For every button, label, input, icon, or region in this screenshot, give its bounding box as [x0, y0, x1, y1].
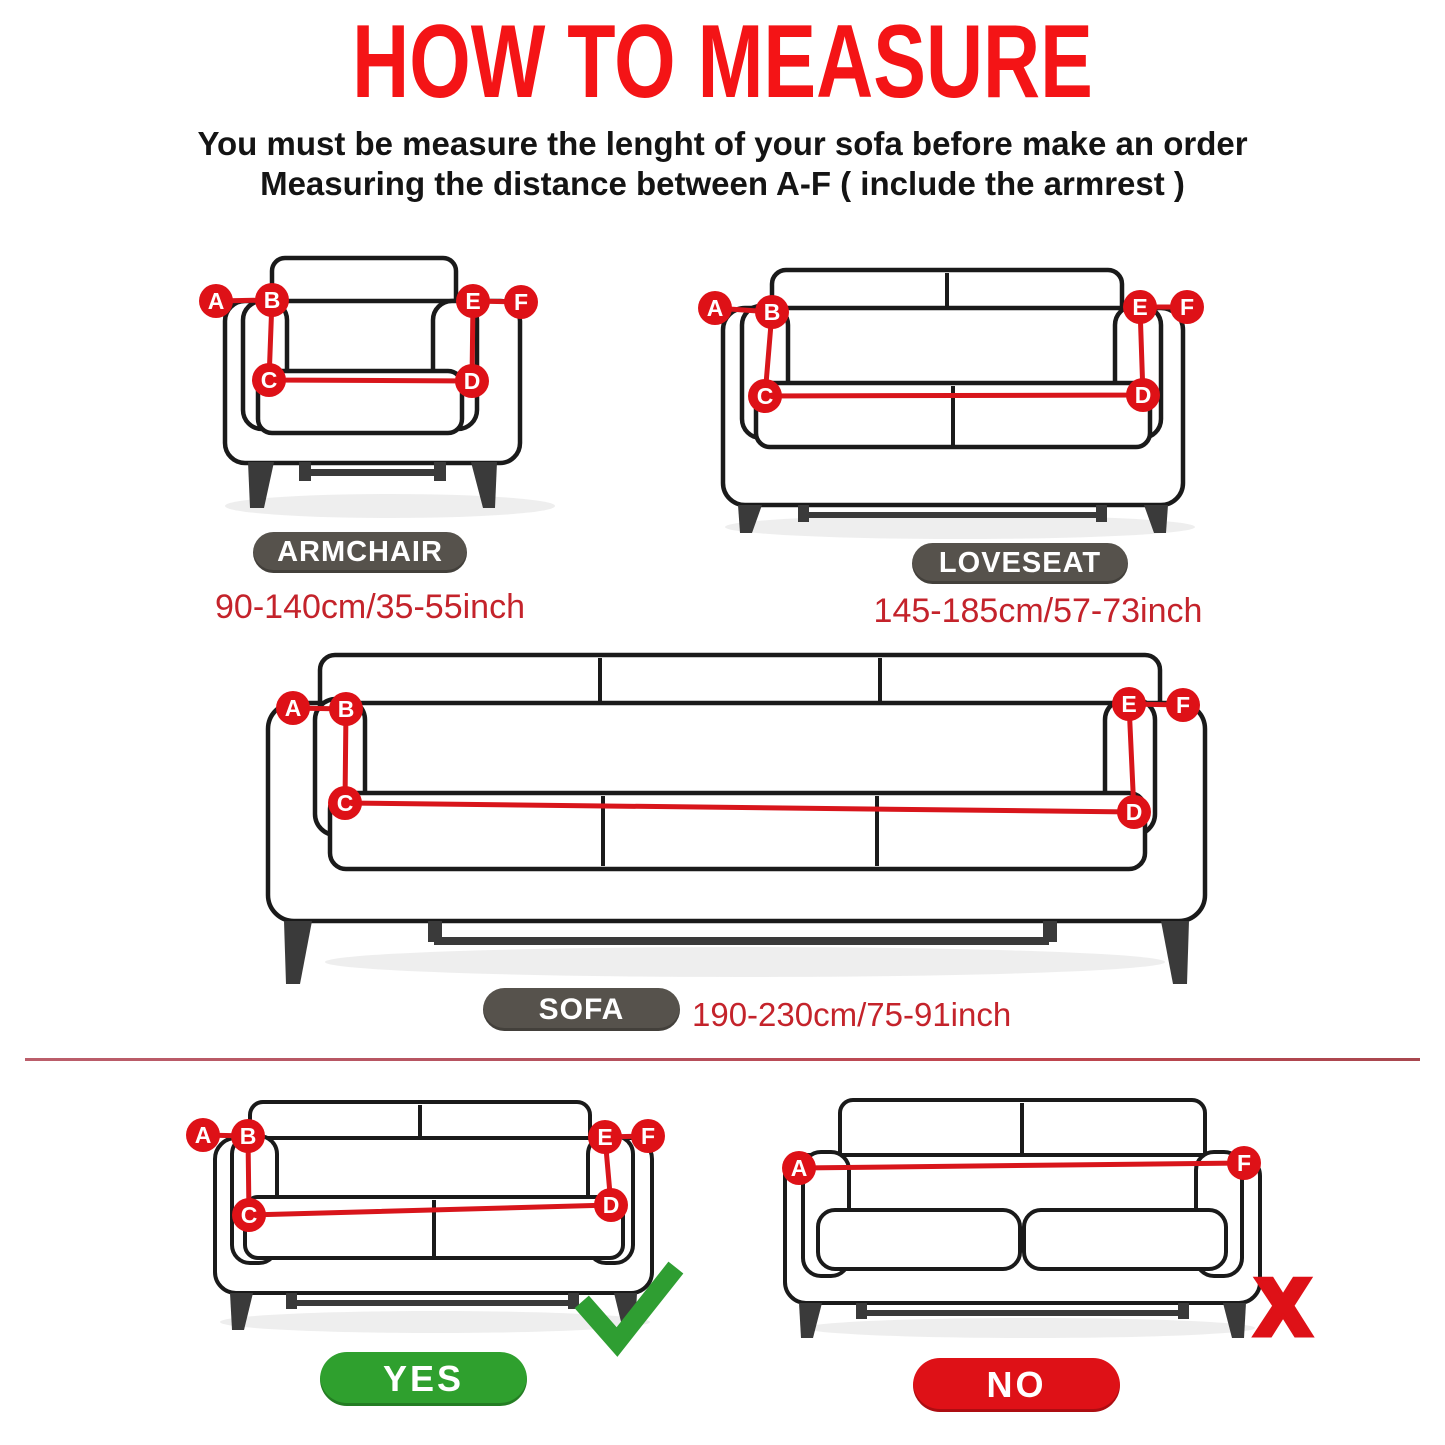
svg-text:F: F — [1175, 692, 1191, 718]
measure-point-a-marker — [698, 291, 732, 325]
svg-text:A: A — [284, 695, 302, 721]
measure-point-b-marker — [255, 283, 289, 317]
subtitle — [0, 124, 1445, 204]
sofa-label-pill: SOFA — [483, 988, 680, 1031]
no-loveseat-seat-cushion-left — [818, 1210, 1020, 1269]
svg-text:B: B — [337, 696, 355, 722]
measure-point-a-marker — [186, 1118, 220, 1152]
measure-point-a-marker — [276, 691, 310, 725]
measure-point-b-marker — [231, 1119, 265, 1153]
measure-point-c-marker — [232, 1198, 266, 1232]
svg-text:C: C — [336, 790, 354, 816]
measure-point-d-marker — [455, 364, 489, 398]
no-loveseat-shadow — [805, 1318, 1255, 1338]
sofa-diagram — [255, 640, 1215, 995]
svg-text:B: B — [263, 287, 281, 313]
svg-text:F: F — [513, 289, 529, 315]
measure-point-f-marker — [1166, 688, 1200, 722]
cross-icon: X — [1256, 1263, 1310, 1351]
armchair-label-pill: ARMCHAIR — [253, 532, 467, 573]
incorrect-measuring-diagram — [760, 1085, 1320, 1351]
svg-text:D: D — [1134, 382, 1152, 408]
measure-point-d-marker — [1126, 378, 1160, 412]
svg-text:A: A — [194, 1122, 212, 1148]
svg-text:C: C — [260, 367, 278, 393]
measure-point-e-marker — [456, 284, 490, 318]
svg-text:F: F — [1236, 1150, 1252, 1176]
svg-text:F: F — [640, 1123, 656, 1149]
measure-point-b-marker — [755, 295, 789, 329]
svg-text:D: D — [463, 368, 481, 394]
svg-text:A: A — [207, 288, 225, 314]
measure-point-f-marker — [631, 1119, 665, 1153]
armchair-diagram — [185, 248, 535, 518]
section-divider — [25, 1058, 1420, 1061]
svg-text:C: C — [756, 383, 774, 409]
page-title: HOW TO MEASURE — [352, 4, 1093, 120]
correct-measuring-diagram — [170, 1080, 690, 1355]
measure-point-c-marker — [748, 379, 782, 413]
measure-point-b-marker — [329, 692, 363, 726]
measure-point-f-marker — [1227, 1146, 1261, 1180]
svg-text:A: A — [790, 1155, 808, 1181]
svg-text:E: E — [597, 1124, 613, 1150]
no-loveseat-seat-cushion-right — [1024, 1210, 1226, 1269]
no-badge: NO — [913, 1358, 1120, 1412]
measure-point-c-marker — [328, 786, 362, 820]
measure-point-a-marker — [782, 1151, 816, 1185]
armchair-shadow — [225, 494, 555, 518]
measure-point-a-marker — [199, 284, 233, 318]
svg-text:A: A — [706, 295, 724, 321]
armchair-size-range: 90-140cm/35-55inch — [215, 588, 525, 626]
sofa-shadow — [325, 947, 1165, 977]
svg-text:D: D — [1125, 799, 1143, 825]
measure-point-c-marker — [252, 363, 286, 397]
svg-text:B: B — [239, 1123, 257, 1149]
sofa-size-range: 190-230cm/75-91inch — [692, 996, 1012, 1033]
measure-point-e-marker — [1112, 687, 1146, 721]
measure-point-f-marker — [1170, 290, 1204, 324]
measure-point-d-marker — [594, 1188, 628, 1222]
measure-point-e-marker — [1123, 290, 1157, 324]
loveseat-label-pill: LOVESEAT — [912, 543, 1128, 584]
svg-text:E: E — [465, 288, 481, 314]
loveseat-shadow — [725, 515, 1195, 539]
loveseat-size-range: 145-185cm/57-73inch — [873, 592, 1203, 630]
svg-text:E: E — [1121, 691, 1137, 717]
subtitle-line-2: Measuring the distance between A-F ( include the armrest ) — [260, 165, 1185, 202]
loveseat-diagram — [695, 255, 1205, 540]
measure-point-f-marker — [504, 285, 538, 319]
svg-text:D: D — [602, 1192, 620, 1218]
measure-point-e-marker — [588, 1120, 622, 1154]
svg-text:F: F — [1179, 294, 1195, 320]
yes-badge: YES — [320, 1352, 527, 1406]
svg-text:E: E — [1132, 294, 1148, 320]
subtitle-line-1: You must be measure the lenght of your sofa before make an order — [197, 125, 1248, 162]
measure-point-d-marker — [1117, 795, 1151, 829]
svg-text:C: C — [240, 1202, 258, 1228]
svg-text:B: B — [763, 299, 781, 325]
